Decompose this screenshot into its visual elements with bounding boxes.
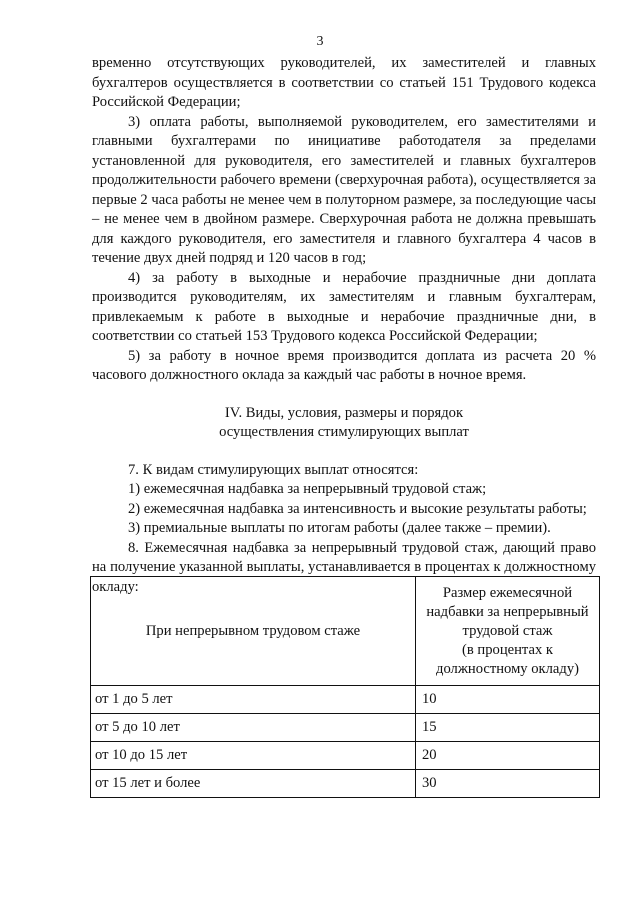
paragraph-subitem-1: 1) ежемесячная надбавка за непрерывный трудовой стаж; — [128, 481, 487, 497]
document-body — [92, 54, 596, 597]
table-row — [91, 714, 600, 742]
table-cell-period: от 15 лет и более — [91, 770, 416, 798]
table-cell-percent: 10 — [416, 686, 600, 714]
table-row — [91, 686, 600, 714]
paragraph-subitem-2: 2) ежемесячная надбавка за интенсивность и высокие результаты работы; — [128, 500, 587, 517]
paragraph-item-7: 7. К видам стимулирующих выплат относятся: — [128, 461, 419, 478]
section-heading-line-2: осуществления стимулирующих выплат — [219, 424, 469, 440]
table-row — [91, 770, 600, 798]
section-heading-line-1: IV. Виды, условия, размеры и порядок — [224, 404, 464, 421]
section-heading — [92, 404, 596, 443]
page-number: 3 — [316, 34, 324, 49]
table-header-percent — [416, 577, 600, 686]
table-row — [91, 742, 600, 770]
seniority-table — [90, 576, 600, 798]
table-header-percent-line: (в процентах к — [462, 641, 553, 658]
table-header-percent-line: должностному окладу) — [436, 660, 579, 677]
table-header-row — [91, 577, 600, 686]
paragraph-night-pay: 5) за работу в ночное время производится доплата из расчета 20 % часового должностного оклада за каждый час работы в ночное время. — [92, 347, 596, 383]
table-cell-percent: 20 — [416, 742, 600, 770]
table-cell-period: от 10 до 15 лет — [91, 742, 416, 770]
table-cell-period: от 5 до 10 лет — [91, 714, 416, 742]
paragraph-item-8: 8. Ежемесячная надбавка за непрерывный трудовой стаж, дающий право на получение указанной выплаты, устанавливается в процентах к должностному окладу: — [92, 539, 596, 595]
paragraph-weekend-pay: 4) за работу в выходные и нерабочие праздничные дни доплата производится руководителям, их заместителям и главным бухгалтерам, привлекаемым к работе в выходные и нерабочие праздничные дни, в соответствии со статьей 153 Трудового кодекса Российской Федерации; — [92, 269, 596, 344]
table-cell-percent: 30 — [416, 770, 600, 798]
table-cell-period: от 1 до 5 лет — [91, 686, 416, 714]
table-header-period: При непрерывном трудовом стаже — [91, 577, 416, 686]
table-header-percent-line: надбавки за непрерывный — [426, 603, 589, 620]
table-header-percent-line: Размер ежемесячной — [442, 584, 573, 601]
table-header-percent-line: трудовой стаж — [462, 622, 553, 639]
paragraph-overtime: 3) оплата работы, выполняемой руководителем, его заместителями и главными бухгалтерами по инициативе работодателя за пределами установленной для руководителя, его заместителей и главных бухгалтеров продолжительности рабочего времени (сверхурочная работа), осуществляется за первые 2 часа работы не менее чем в полуторном размере, за последующие часы – не менее чем в двойном размере. Сверхурочная работа не должна превышать для каждого руководителя, его заместителя и главного бухгалтера 4 часов в течение двух дней подряд и 120 часов в год; — [92, 113, 596, 266]
paragraph-subitem-3: 3) премиальные выплаты по итогам работы (далее также – премии). — [128, 520, 551, 536]
paragraph-continuation: временно отсутствующих руководителей, их заместителей и главных бухгалтеров осуществляется в соответствии со статьей 151 Трудового кодекса Российской Федерации; — [92, 55, 596, 110]
table-cell-percent: 15 — [416, 714, 600, 742]
